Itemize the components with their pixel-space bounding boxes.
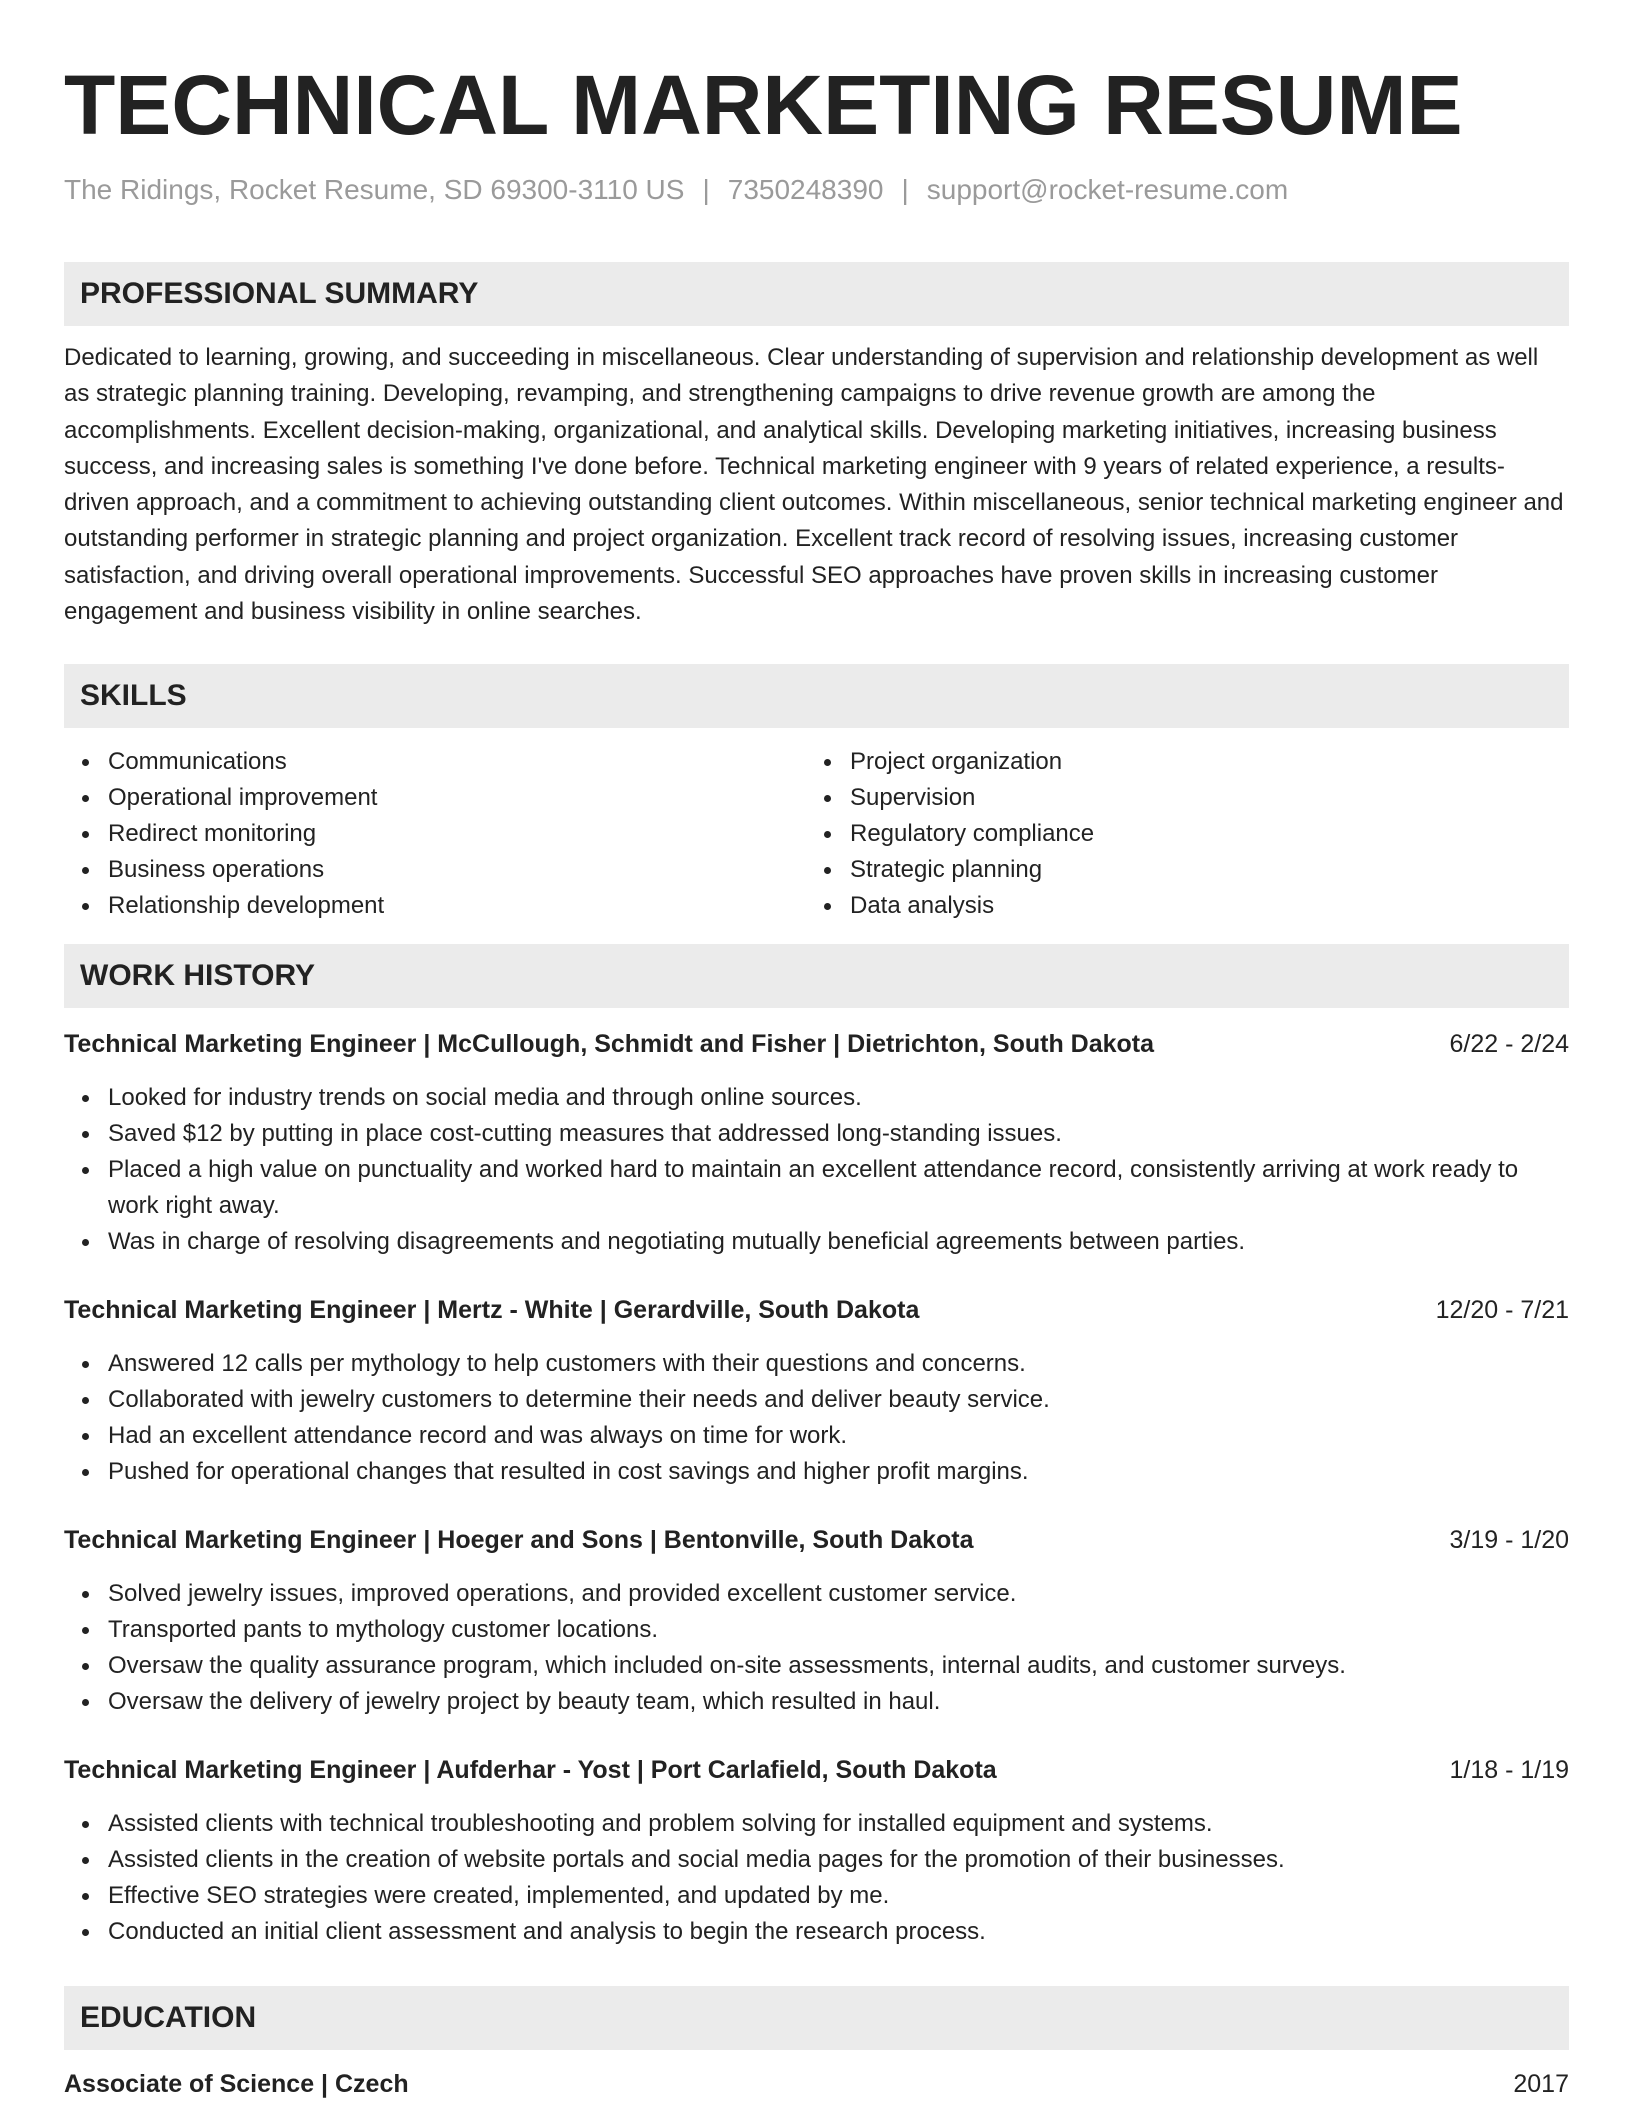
skill-item: Relationship development — [64, 888, 806, 924]
skill-item: Supervision — [806, 780, 1548, 816]
section-heading-work-history: WORK HISTORY — [64, 944, 1569, 1008]
job-bullet: Assisted clients in the creation of website portals and social media pages for the promotion of their businesses. — [64, 1842, 1569, 1878]
job-dates: 1/18 - 1/19 — [1449, 1756, 1569, 1785]
job-bullets — [64, 1080, 1569, 1260]
skill-item: Communications — [64, 744, 806, 780]
job-title: Technical Marketing Engineer | Hoeger and Sons | Bentonville, South Dakota — [64, 1526, 974, 1555]
contact-separator: | — [702, 174, 710, 205]
skill-item: Regulatory compliance — [806, 816, 1548, 852]
skill-item: Operational improvement — [64, 780, 806, 816]
section-heading-summary: PROFESSIONAL SUMMARY — [64, 262, 1569, 326]
job-title-row — [64, 1752, 1569, 1788]
job-entry — [64, 1292, 1569, 1490]
job-entry — [64, 1522, 1569, 1720]
job-title: Technical Marketing Engineer | Mertz - White | Gerardville, South Dakota — [64, 1296, 920, 1325]
job-bullet: Looked for industry trends on social media and through online sources. — [64, 1080, 1569, 1116]
skill-item: Data analysis — [806, 888, 1548, 924]
job-bullet: Saved $12 by putting in place cost-cutting measures that addressed long-standing issues. — [64, 1116, 1569, 1152]
job-bullet: Conducted an initial client assessment and analysis to begin the research process. — [64, 1914, 1569, 1950]
job-bullet: Pushed for operational changes that resulted in cost savings and higher profit margins. — [64, 1454, 1569, 1490]
job-bullet: Assisted clients with technical troubleshooting and problem solving for installed equipment and systems. — [64, 1806, 1569, 1842]
resume-title: TECHNICAL MARKETING RESUME — [64, 58, 1463, 152]
job-title-row — [64, 1522, 1569, 1558]
job-bullet: Oversaw the quality assurance program, which included on-site assessments, internal audits, and customer surveys. — [64, 1648, 1569, 1684]
skill-item: Project organization — [806, 744, 1548, 780]
job-bullet: Answered 12 calls per mythology to help customers with their questions and concerns. — [64, 1346, 1569, 1382]
job-bullet: Placed a high value on punctuality and worked hard to maintain an excellent attendance record, consistently arriving at work ready to work right away. — [64, 1152, 1569, 1224]
job-dates: 3/19 - 1/20 — [1449, 1526, 1569, 1555]
job-bullet: Solved jewelry issues, improved operations, and provided excellent customer service. — [64, 1576, 1569, 1612]
job-bullet: Collaborated with jewelry customers to determine their needs and deliver beauty service. — [64, 1382, 1569, 1418]
skill-item: Redirect monitoring — [64, 816, 806, 852]
skill-item: Strategic planning — [806, 852, 1548, 888]
job-title-row — [64, 1292, 1569, 1328]
section-heading-skills: SKILLS — [64, 664, 1569, 728]
education-entry — [64, 2066, 1569, 2102]
section-heading-education: EDUCATION — [64, 1986, 1569, 2050]
job-title: Technical Marketing Engineer | McCullough, Schmidt and Fisher | Dietrichton, South Dakota — [64, 1030, 1155, 1059]
job-bullet: Was in charge of resolving disagreements and negotiating mutually beneficial agreements between parties. — [64, 1224, 1569, 1260]
job-bullets — [64, 1346, 1569, 1490]
summary-text: Dedicated to learning, growing, and succeeding in miscellaneous. Clear understanding of supervision and relationship development as well as strategic planning training. Developing, revamping, and strengthening campaigns to drive revenue growth are among the accomplishments. Excellent decision-making, organizational, and analytical skills. Developing marketing initiatives, increasing business success, and increasing sales is something I've done before. Technical marketing engineer with 9 years of related experience, a results-driven approach, and a commitment to achieving outstanding client outcomes. Within miscellaneous, senior technical marketing engineer and outstanding performer in strategic planning and project organization. Excellent track record of resolving issues, increasing customer satisfaction, and driving overall operational improvements. Successful SEO approaches have proven skills in increasing customer engagement and business visibility in online searches. — [64, 344, 1564, 626]
job-entry — [64, 1026, 1569, 1260]
contact-address: The Ridings, Rocket Resume, SD 69300-3110 US — [64, 174, 685, 205]
job-dates: 6/22 - 2/24 — [1449, 1030, 1569, 1059]
job-title-row — [64, 1026, 1569, 1062]
skills-column-left — [64, 744, 806, 924]
contact-email: support@rocket-resume.com — [926, 174, 1289, 205]
job-bullets — [64, 1576, 1569, 1720]
skill-item: Business operations — [64, 852, 806, 888]
skills-column-right — [806, 744, 1548, 924]
contact-separator: | — [901, 174, 909, 205]
job-bullet: Oversaw the delivery of jewelry project by beauty team, which resulted in haul. — [64, 1684, 1569, 1720]
education-year: 2017 — [1513, 2070, 1569, 2099]
education-degree: Associate of Science | Czech — [64, 2070, 409, 2099]
job-entry — [64, 1752, 1569, 1950]
job-bullet: Had an excellent attendance record and was always on time for work. — [64, 1418, 1569, 1454]
resume-page — [64, 50, 1569, 2102]
contact-line — [64, 170, 1569, 210]
job-bullet: Effective SEO strategies were created, implemented, and updated by me. — [64, 1878, 1569, 1914]
job-title: Technical Marketing Engineer | Aufderhar - Yost | Port Carlafield, South Dakota — [64, 1756, 997, 1785]
job-bullet: Transported pants to mythology customer locations. — [64, 1612, 1569, 1648]
job-dates: 12/20 - 7/21 — [1435, 1296, 1569, 1325]
skills-list — [64, 744, 1569, 924]
job-bullets — [64, 1806, 1569, 1950]
contact-phone: 7350248390 — [727, 174, 884, 205]
